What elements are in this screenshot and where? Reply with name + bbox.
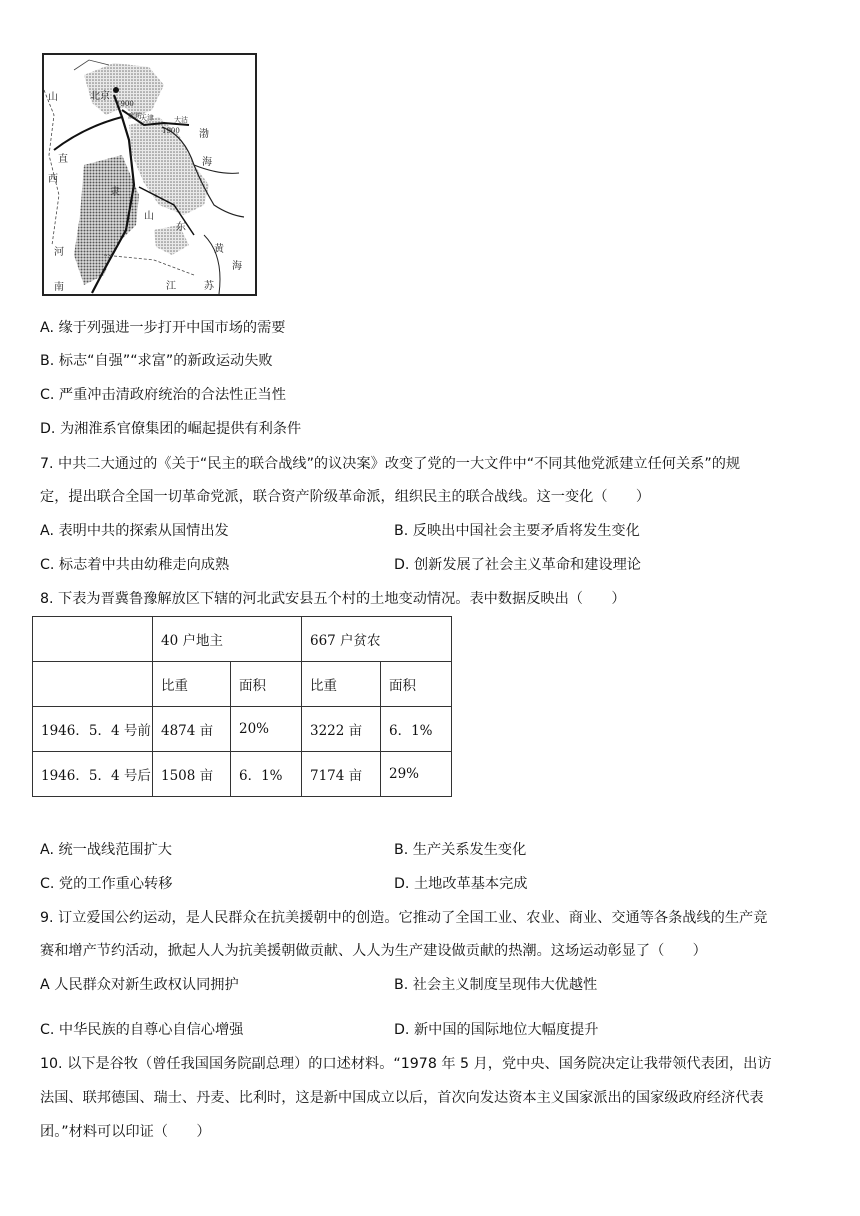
table-cell [33, 662, 153, 707]
q6-option-b: B. 标志“自强”“求富”的新政运动失败 [40, 353, 273, 369]
q7-option-d: D. 创新发展了社会主义革命和建设理论 [394, 557, 641, 573]
map-label-hai2: 海 [232, 261, 242, 272]
map-label-hai: 海 [202, 157, 212, 168]
q6-option-c: C. 严重冲击清政府统治的合法性正当性 [40, 387, 286, 403]
table-cell: 1946．5．4 号前 [33, 707, 153, 752]
map-label-jiang: 江 [166, 281, 176, 292]
map-label-bo: 渤 [199, 129, 209, 140]
table-cell: 面积 [381, 662, 452, 707]
map-label-he: 河 [54, 247, 64, 258]
map-label-tianjin: 天津 [140, 114, 154, 122]
q7-stem-line-2: 定，提出联合全国一切革命党派，联合资产阶级革命派，组织民主的联合战线。这一变化（ ） [40, 489, 651, 505]
q7-option-b: B. 反映出中国社会主要矛盾将发生变化 [394, 523, 640, 539]
q7-stem-line-1: 7. 中共二大通过的《关于“民主的联合战线”的议决案》改变了党的一大文件中“不同其他党派建立任何关系”的规 [40, 456, 741, 472]
land-change-table [32, 616, 452, 797]
table-cell: 6．1% [381, 707, 452, 752]
map-label-shandong-dong: 东 [176, 222, 186, 233]
map-label-langfang: 廊坊 [128, 112, 142, 120]
map-label-xi: 西 [48, 174, 58, 185]
table-cell: 4874 亩 [153, 707, 231, 752]
map-label-nan: 南 [54, 282, 64, 293]
q6-option-d: D. 为湘淮系官僚集团的崛起提供有利条件 [40, 421, 302, 437]
q7-option-c: C. 标志着中共由幼稚走向成熟 [40, 557, 230, 573]
map-label-huang: 黄 [214, 244, 224, 255]
q9-stem-line-2: 赛和增产节约活动，掀起人人为抗美援朝做贡献、人人为生产建设做贡献的热潮。这场运动彰显了（ ） [40, 943, 707, 959]
table-cell: 比重 [302, 662, 381, 707]
map-label-su: 苏 [204, 281, 214, 292]
q10-stem-line-1: 10. 以下是谷牧（曾任我国国务院副总理）的口述材料。“1978 年 5 月，党中央、国务院决定让我带领代表团，出访 [40, 1056, 772, 1072]
q9-option-b: B. 社会主义制度呈现伟大优越性 [394, 977, 598, 993]
table-cell: 面积 [231, 662, 302, 707]
table-header-row-1 [33, 617, 452, 662]
table-cell: 40 户地主 [153, 617, 302, 662]
table-header-row-2 [33, 662, 452, 707]
table-row [33, 707, 452, 752]
table-row [33, 752, 452, 797]
map-label-zhi: 直 [58, 154, 68, 165]
table-cell: 1508 亩 [153, 752, 231, 797]
map-label-dagu: 大沽 [174, 116, 188, 124]
map-label-li: 隶 [110, 187, 120, 198]
table-cell: 6．1% [231, 752, 302, 797]
table-cell: 比重 [153, 662, 231, 707]
map-label-year-1: 1900 [116, 100, 134, 108]
q9-stem-line-1: 9. 订立爱国公约运动，是人民群众在抗美援朝中的创造。它推动了全国工业、农业、商业、交通等各条战线的生产竞 [40, 910, 768, 926]
map-label-shandong-shan: 山 [144, 211, 154, 222]
table-cell: 3222 亩 [302, 707, 381, 752]
q6-option-a: A. 缘于列强进一步打开中国市场的需要 [40, 320, 286, 336]
q8-option-a: A. 统一战线范围扩大 [40, 842, 172, 858]
q8-option-c: C. 党的工作重心转移 [40, 876, 173, 892]
q8-option-d: D. 土地改革基本完成 [394, 876, 528, 892]
table-cell: 20% [231, 707, 302, 752]
table-cell: 1946．5．4 号后 [33, 752, 153, 797]
q9-option-a: A 人民群众对新生政权认同拥护 [40, 977, 239, 993]
table-cell: 667 户贫农 [302, 617, 452, 662]
map-label-shan: 山 [48, 92, 58, 103]
q10-stem-line-3: 团。”材料可以印证（ ） [40, 1124, 211, 1140]
table-cell: 29% [381, 752, 452, 797]
q9-option-c: C. 中华民族的自尊心自信心增强 [40, 1022, 244, 1038]
historical-map [42, 53, 257, 296]
q10-stem-line-2: 法国、联邦德国、瑞士、丹麦、比利时，这是新中国成立以后，首次向发达资本主义国家派出的国家级政府经济代表 [40, 1090, 764, 1106]
map-label-beijing: 北京 [90, 91, 110, 102]
q9-option-d: D. 新中国的国际地位大幅度提升 [394, 1022, 599, 1038]
map-drawing [44, 55, 255, 294]
q8-stem: 8. 下表为晋冀鲁豫解放区下辖的河北武安县五个村的土地变动情况。表中数据反映出（ ） [40, 591, 626, 607]
q8-option-b: B. 生产关系发生变化 [394, 842, 527, 858]
map-label-year-2: 1900 [162, 127, 180, 135]
table-cell [33, 617, 153, 662]
q7-option-a: A. 表明中共的探索从国情出发 [40, 523, 229, 539]
table-cell: 7174 亩 [302, 752, 381, 797]
